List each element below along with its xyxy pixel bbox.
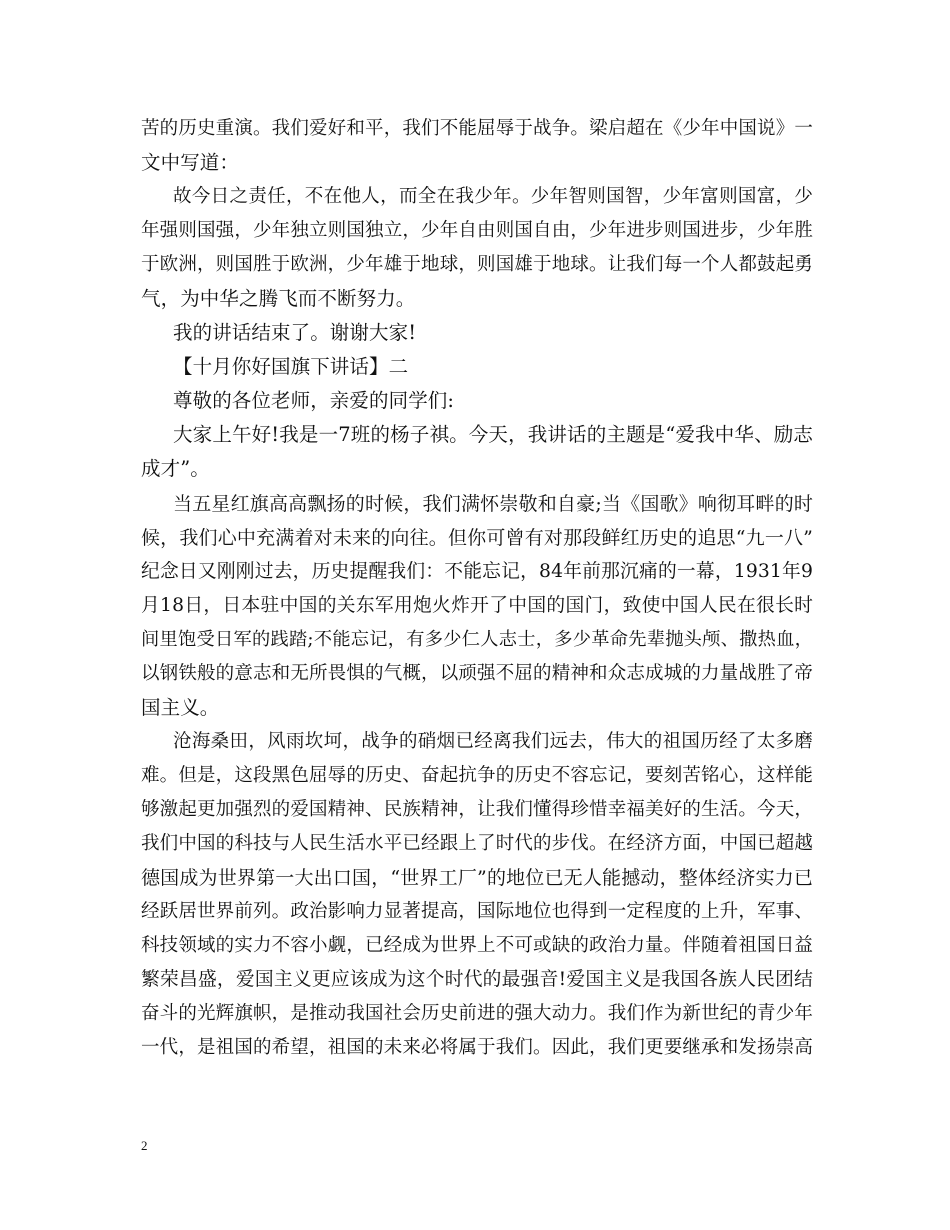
- text-line: 够激起更加强烈的爱国精神、民族精神，让我们懂得珍惜幸福美好的生活。今天，: [141, 798, 813, 820]
- text-line: 大家上午好!我是一7班的杨子祺。今天，我讲话的主题是“爱我中华、励志: [173, 423, 813, 447]
- text-line: 候，我们心中充满着对未来的向往。但你可曾有对那段鲜红历史的追思“九一八”: [141, 526, 813, 549]
- text-line: 故今日之责任，不在他人，而全在我少年。少年智则国智，少年富则国富，少: [173, 186, 813, 208]
- text-line: 成才”。: [141, 457, 210, 481]
- document-body: [141, 112, 813, 1065]
- text-line: 我们中国的科技与人民生活水平已经跟上了时代的步伐。在经济方面，中国已超越: [141, 832, 813, 854]
- text-line: 奋斗的光辉旗帜，是推动我国社会历史前进的强大动力。我们作为新世纪的青少年: [141, 1003, 813, 1025]
- text-line: 尊敬的各位老师，亲爱的同学们:: [173, 389, 455, 413]
- text-line: 以钢铁般的意志和无所畏惧的气概，以顽强不屈的精神和众志成城的力量战胜了帝: [141, 662, 813, 684]
- text-line: 沧海桑田，风雨坎坷，战争的硝烟已经离我们远去，伟大的祖国历经了太多磨: [173, 730, 813, 752]
- page-number: 2: [141, 1138, 148, 1153]
- text-line: 一代，是祖国的希望，祖国的未来必将属于我们。因此，我们更要继承和发扬崇高: [141, 1037, 813, 1059]
- text-line: 月18日，日本驻中国的关东军用炮火炸开了中国的国门，致使中国人民在很长时: [141, 594, 813, 616]
- text-line: 年强则国强，少年独立则国独立，少年自由则国自由，少年进步则国进步，少年胜: [141, 220, 813, 242]
- text-line: 国主义。: [141, 695, 220, 719]
- text-line: 间里饱受日军的践踏;不能忘记，有多少仁人志士，多少革命先辈抛头颅、撒热血，: [141, 628, 813, 650]
- text-line: 【十月你好国旗下讲话】二: [173, 355, 409, 379]
- text-line: 文中写道：: [141, 151, 240, 175]
- text-line: 科技领域的实力不容小觑，已经成为世界上不可或缺的政治力量。伴随着祖国日益: [141, 935, 813, 957]
- text-line: 气，为中华之腾飞而不断努力。: [141, 287, 416, 311]
- text-line: 当五星红旗高高飘扬的时候，我们满怀崇敬和自豪;当《国歌》响彻耳畔的时: [173, 492, 813, 515]
- text-line: 经跃居世界前列。政治影响力显著提高，国际地位也得到一定程度的上升，军事、: [141, 901, 813, 923]
- text-line: 纪念日又刚刚过去，历史提醒我们：不能忘记，84年前那沉痛的一幕，1931年9: [141, 560, 813, 582]
- text-line: 德国成为世界第一大出口国，“世界工厂”的地位已无人能撼动，整体经济实力已: [141, 867, 813, 890]
- text-line: 苦的历史重演。我们爱好和平，我们不能屈辱于战争。梁启超在《少年中国说》一: [141, 118, 813, 139]
- text-line: 难。但是，这段黑色屈辱的历史、奋起抗争的历史不容忘记，要刻苦铭心，这样能: [141, 764, 813, 786]
- text-line: 我的讲话结束了。谢谢大家!: [173, 321, 417, 345]
- text-line: 繁荣昌盛，爱国主义更应该成为这个时代的最强音!爱国主义是我国各族人民团结: [141, 969, 813, 991]
- text-line: 于欧洲，则国胜于欧洲，少年雄于地球，则国雄于地球。让我们每一个人都鼓起勇: [141, 254, 813, 276]
